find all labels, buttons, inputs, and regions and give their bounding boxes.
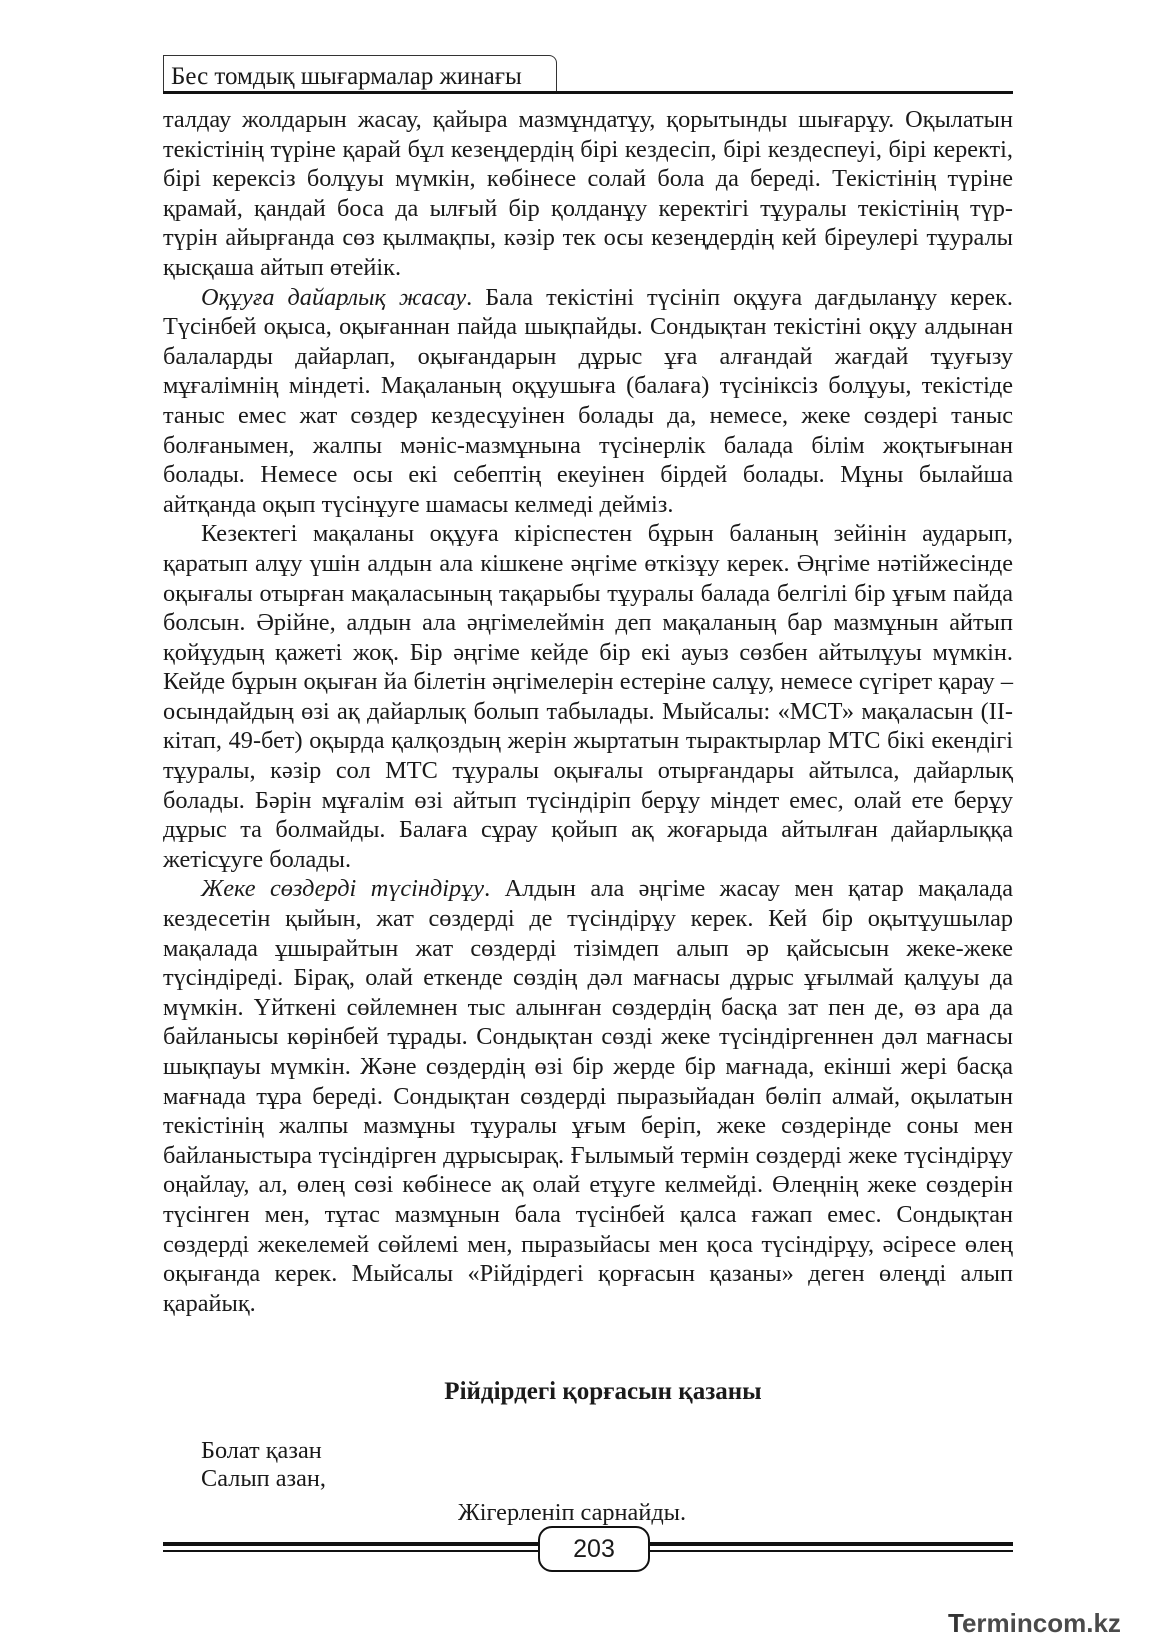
poem-line: Салып азан, xyxy=(201,1465,326,1492)
paragraph xyxy=(163,519,1013,874)
paragraph-lead: Оқұуға дайарлық жасау xyxy=(201,283,467,311)
paragraph xyxy=(163,874,1013,1318)
paragraph-text: Кезектегі мақаланы оқұуға кіріспестен бұрын баланың зейінін аударып, қаратып алұу үшін алдын ала кішкене әңгіме өткізұу керек. Әңгіме нәтійжесінде оқығалы отырған мақаласының тақарыбы тұуралы балада белгілі бір ұғым пайда болсын. Әрійне, алдын ала әңгімелеймін деп мақаланың бар мазмұнын айтып қойұудың қажеті жоқ. Бір әңгіме кейде бір екі ауыз сөзбен айтылұуы мүмкін. Кейде бұрын оқыған йа білетін әңгімелерін естеріне салұу, немесе сүгірет қарау – осындайдың өзі ақ дайарлық болып табылады. Мыйсалы: «МСТ» мақаласын (II- кітап, 49-бет) оқырда қалқоздың жерін жыртатын тырактырлар МТС бікі екендігі тұуралы, кәзір сол МТС тұуралы оқығалы отырғандары айтылса, дайарлық болады. Бәрін мұғалім өзі айтып түсіндіріп берұу міндет емес, олай ете берұу дұрыс та болмайды. Балаға сұрау қойып ақ жоғарыда айтылған дайарлыққа жетісұуге болады. xyxy=(163,520,1013,873)
paragraph-text: . Бала текістіні түсініп оқұуға дағдыланұу керек. Түсінбей оқыса, оқығаннан пайда шықпайды. Сондықтан текістіні оқұу алдынан балаларды дайарлап, оқығандарын дұрыс ұға алғандай жағдай тұуғызу мұғалімнің міндеті. Мақаланың оқұушыға (балаға) түсініксіз болұуы, текістіде таныс емес жат сөздер кездесұуінен болады да, немесе, жеке сөздері таныс болғанымен, жалпы мәніс-мазмұнына түсінерлік балада білім жоқтығынан болады. Немесе осы екі себептің екеуінен бірдей болады. Мұны былайша айтқанда оқып түсінұуге шамасы келмеді дейміз. xyxy=(163,283,1013,518)
running-header xyxy=(163,55,1013,95)
watermark-letter: T xyxy=(948,1608,962,1638)
paragraph-lead: Жеке сөздерді түсіндірұу xyxy=(201,875,485,903)
watermark-logo xyxy=(948,1608,1148,1638)
header-title: Бес томдық шығармалар жинағы xyxy=(171,63,522,90)
paragraph-text: талдау жолдарын жасау, қайыра мазмұндатұу, қорытынды шығарұу. Оқылатын текістінің түріне қарай бұл кезеңдердің бірі кездесіп, бірі кездеспеуі, бірі керекті, бірі керексіз болұуы мүмкін, көбінесе солай бола да береді. Текістінің түріне қрамай, қандай боса да ылғый бір қолданұу керектігі тұуралы текістінің түр-түрін айырғанда сөз қылмақпы, кәзір тек осы кезеңдердің кей біреулері тұуралы қысқаша айтып өтейік. xyxy=(163,106,1013,281)
watermark-text: ermincom.kz xyxy=(961,1608,1121,1638)
poem-line: Болат қазан xyxy=(201,1437,322,1464)
paragraph xyxy=(163,105,1013,283)
paragraph-text: . Алдын ала әңгіме жасау мен қатар мақалада кездесетін қыйын, жат сөздерді де түсіндірұу керек. Кей бір оқытұушылар мақалада ұшырайтын жат сөздерді тізімдеп алып әр қайсысын жеке-жеке түсіндіреді. Бірақ, олай еткенде сөздің дәл мағнасы дұрыс ұғылмай қалұуы да мүмкін. Үйткені сөйлемнен тыс алынған сөздердің басқа зат пен де, өз ара да байланысы көрінбей тұрады. Сондықтан сөзді жеке түсіндіргеннен дәл мағнасы шықпауы мүмкін. Және сөздердің өзі бір жерде бір мағнада, екінші жері басқа мағнада тұра береді. Сондықтан сөздерді пыразыйадан бөліп алмай, оқылатын текістінің жалпы мазмұны тұуралы ұғым беріп, жеке сөздерінде соны мен байланыстыра түсіндірген дұрысырақ. Ғылымый термін сөздерді жеке түсіндірұу оңайлау, ал, өлең сөзі көбінесе ақ олай етұуге келмейді. Өлеңнің жеке сөздерін түсінген мен, тұтас мазмұнын бала түсінбей қалса ғажап емес. Сондықтан сөздерді жекелемей сөйлемі мен, пыразыйасы мен қоса түсіндірұу, әсіресе өлең оқығанда керек. Мыйсалы «Рійдірдегі қорғасын қазаны» деген өлеңді алып қарайық. xyxy=(163,875,1013,1317)
paragraph xyxy=(163,283,1013,520)
poem-line: Жігерленіп сарнайды. xyxy=(458,1499,687,1526)
page-footer xyxy=(163,1526,1013,1570)
poem-title: Рійдірдегі қорғасын қазаны xyxy=(444,1378,762,1405)
header-rule xyxy=(163,91,1013,94)
body-text xyxy=(163,105,1013,1318)
page-number: 203 xyxy=(538,1526,650,1572)
